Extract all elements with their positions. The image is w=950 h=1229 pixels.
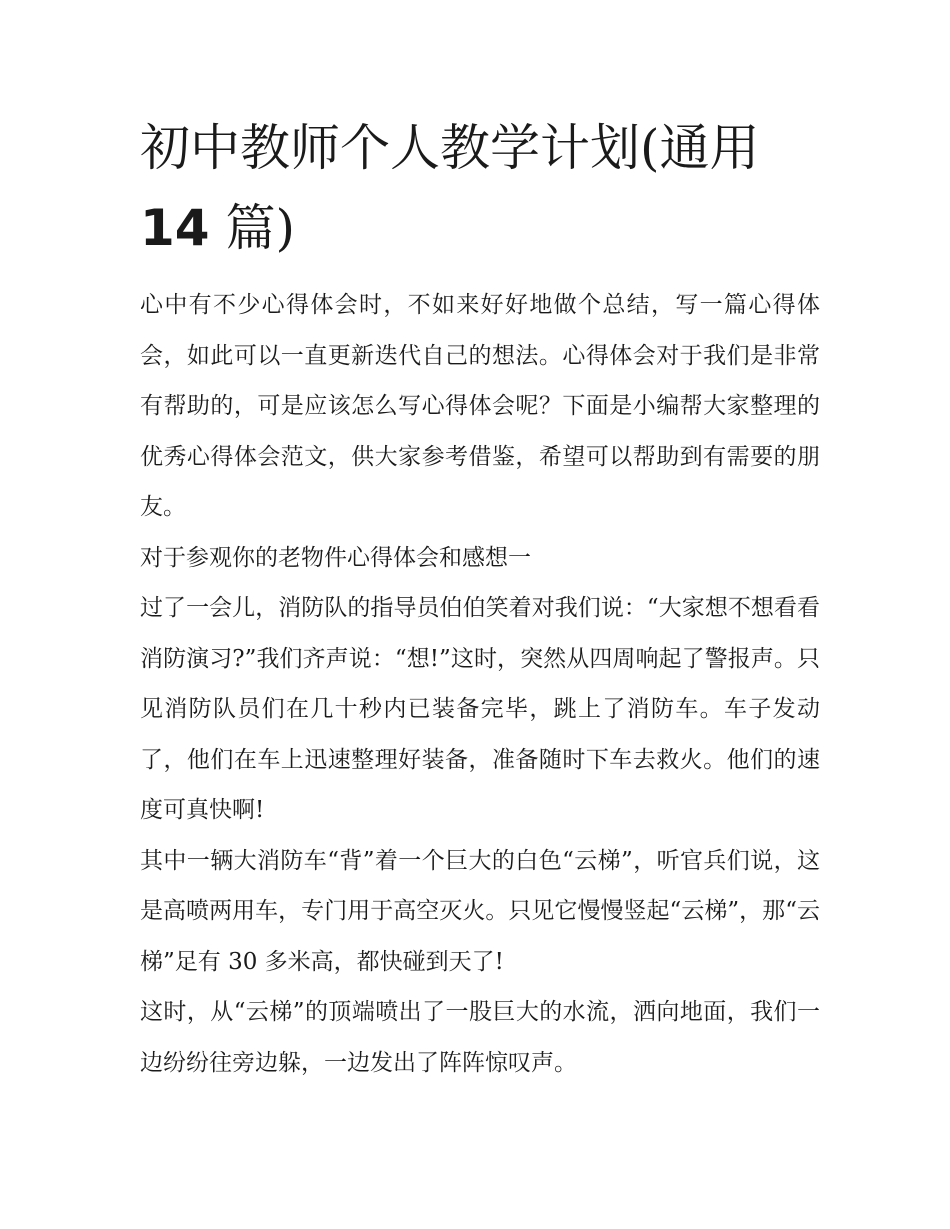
title-end: 篇) (209, 199, 295, 257)
document-title (140, 108, 820, 268)
paragraph-heading: 对于参观你的老物件心得体会和感想一 (140, 544, 531, 571)
paragraph-ladder: 其中一辆大消防车“背”着一个巨大的白色“云梯”，听官兵们说，这是高喷两用车，专门用于高空灭火。只见它慢慢竖起“云梯”，那“云梯”足有 30 多米高，都快碰到天了! (140, 847, 820, 975)
title-number: 14 (140, 199, 210, 257)
paragraph-intro: 心中有不少心得体会时，不如来好好地做个总结，写一篇心得体会，如此可以一直更新迭代自己的想法。心得体会对于我们是非常有帮助的，可是应该怎么写心得体会呢？下面是小编帮大家整理的优秀心得体会范文，供大家参考借鉴，希望可以帮助到有需要的朋友。 (140, 292, 820, 520)
title-main: 初中教师个人教学计划(通用 (140, 119, 760, 177)
paragraph-water: 这时，从“云梯”的顶端喷出了一股巨大的水流，洒向地面，我们一边纷纷往旁边躲，一边发出了阵阵惊叹声。 (140, 999, 820, 1076)
paragraph-drill: 过了一会儿，消防队的指导员伯伯笑着对我们说：“大家想不想看看消防演习?”我们齐声说：“想!”这时，突然从四周响起了警报声。只见消防队员们在几十秒内已装备完毕，跳上了消防车。车子发动了，他们在车上迅速整理好装备，准备随时下车去救火。他们的速度可真快啊! (140, 595, 820, 823)
document-body (140, 108, 820, 1088)
